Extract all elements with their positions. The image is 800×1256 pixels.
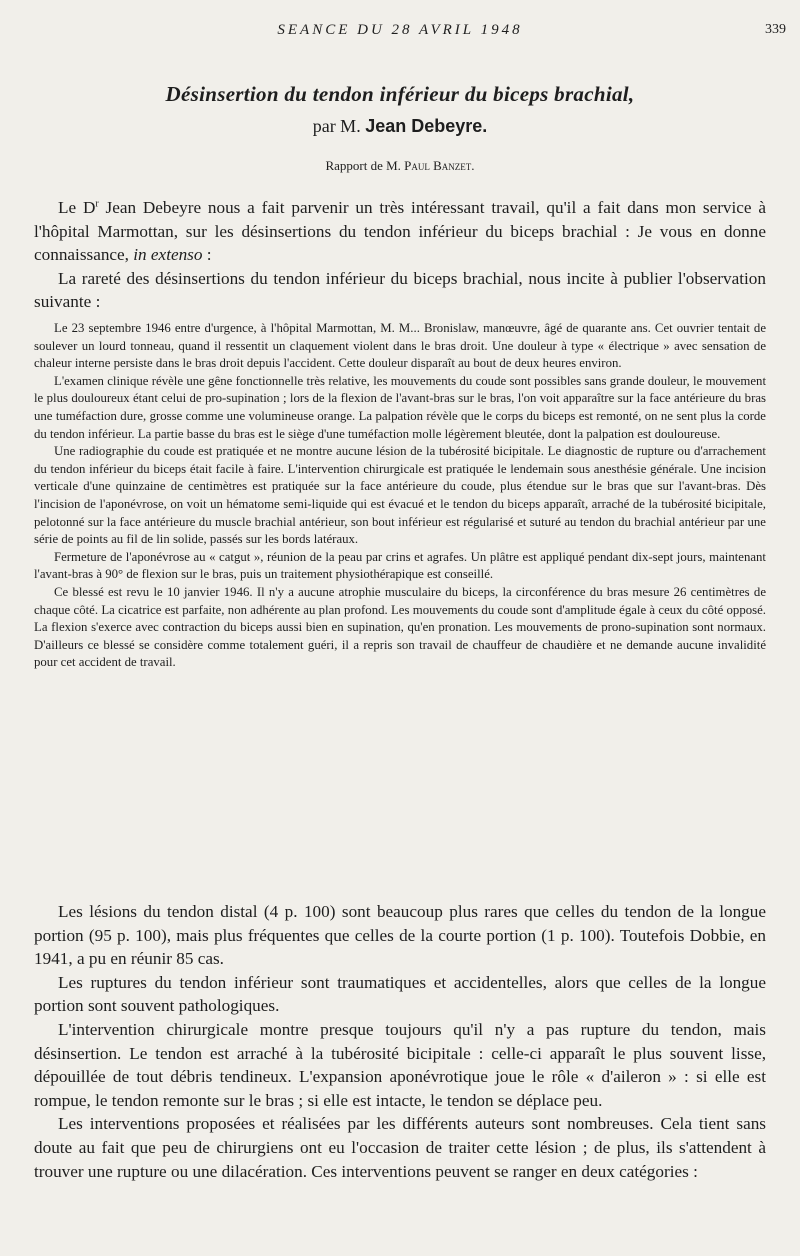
case-paragraph: L'examen clinique révèle une gêne fonctionnelle très relative, les mouvements du coude sont possibles sans grande douleur, le mouvement le plus douloureux étant celui de pro-supination ; lors de la flexion de l'avant-bras sur le bras, l'on voit apparaître sur la face antérieure du bras une tuméfaction dure, grosse comme une volumineuse orange. La palpation révèle que le corps du biceps est remonté, on ne sent plus la corde du tendon inférieur. La partie basse du bras est le siège d'une tuméfaction molle légèrement bleutée, dont la palpation est douloureuse. [34, 373, 766, 441]
running-title: SEANCE DU 28 AVRIL 1948 [277, 22, 523, 38]
article-title: Désinsertion du tendon inférieur du biceps brachial, [165, 82, 635, 106]
running-head [0, 22, 800, 46]
discussion-paragraph: L'intervention chirurgicale montre presque toujours qu'il n'y a pas rupture du tendon, mais désinsertion. Le tendon est arraché à la tubérosité bicipitale : celle-ci apparaît le plus souvent lisse, dépouillée de tout débris tendineux. L'expansion aponévrotique joue le rôle « d'aileron » : si elle est rompue, le tendon remonte sur le bras ; si elle est intacte, le tendon se déplace peu. [34, 1019, 766, 1110]
author-prefix: par M. [312, 116, 361, 136]
intro-italic: in extenso [133, 245, 203, 265]
case-paragraph: Fermeture de l'aponévrose au « catgut », réunion de la peau par crins et agrafes. Un plâtre est appliqué pendant dix-sept jours, maintenant l'avant-bras à 90° de flexion sur le bras, puis un traitement physiothérapique est conseillé. [34, 549, 766, 582]
discussion-paragraph: Les interventions proposées et réalisées par les différents auteurs sont nombreuses. Cela tient sans doute au fait que peu de chirurgiens ont eu l'occasion de traiter cette lésion ; de plus, ils s'attendent à trouver une rupture ou une dilacération. Ces interventions peuvent se ranger en deux catégories : [34, 1114, 766, 1181]
intro-paragraph [34, 196, 766, 267]
author-name: Jean Debeyre. [365, 116, 488, 136]
case-paragraph: Ce blessé est revu le 10 janvier 1946. Il n'y a aucune atrophie musculaire du biceps, la circonférence du bras mesure 26 centimètres de chaque côté. La cicatrice est parfaite, non adhérente au plan profond. Les mouvements du coude sont d'amplitude égale à ceux du côté opposé. La flexion s'exerce avec contraction du biceps aussi bien en supination, qu'en pronation. Les mouvements de prono-supination sont normaux. D'ailleurs ce blessé se considère comme totalement guéri, il a repris son travail de chauffeur de chaudière et ne demande aucune invalidité pour cet accident de travail. [34, 584, 766, 670]
case-paragraph: Le 23 septembre 1946 entre d'urgence, à l'hôpital Marmottan, M. M... Bronislaw, manœuvre, âgé de quarante ans. Cet ouvrier tentait de soulever un lourd tonneau, quand il ressentit un claquement violent dans le bras droit. Une douleur à type « électrique » avec sensation de chaleur interne persiste dans le bras droit depuis l'accident. Cette douleur disparaît au bout de deux heures environ. [34, 321, 766, 371]
intro-text-start: Le D [58, 198, 96, 217]
page-number: 339 [765, 22, 786, 37]
case-report-section [34, 320, 766, 672]
report-author: Paul Banzet. [404, 158, 475, 173]
discussion-paragraph: Les lésions du tendon distal (4 p. 100) sont beaucoup plus rares que celles du tendon de la longue portion (95 p. 100), mais plus fréquentes que celles de la courte portion (1 p. 100). Toutefois Dobbie, en 1941, a pu en réunir 85 cas. [34, 902, 766, 969]
discussion-paragraph: Les ruptures du tendon inférieur sont traumatiques et accidentelles, alors que celles de la longue portion sont souvent pathologiques. [34, 972, 766, 1016]
intro-paragraph: La rareté des désinsertions du tendon inférieur du biceps brachial, nous incite à publier l'observation suivante : [34, 268, 766, 312]
intro-section [34, 196, 766, 314]
intro-text-end: : [202, 245, 212, 265]
doctor-superscript: r [95, 198, 99, 210]
intro-text-main: Jean Debeyre nous a fait parvenir un très intéressant travail, qu'il a fait dans mon service à l'hôpital Marmottan, sur les désinsertions du tendon inférieur du biceps brachial : Je vous en donne connaissance, [34, 198, 766, 265]
author-line [0, 116, 800, 137]
discussion-section [34, 900, 766, 1183]
case-paragraph: Une radiographie du coude est pratiquée et ne montre aucune lésion de la tubérosité bicipitale. Le diagnostic de rupture ou d'arrachement du tendon inférieur du biceps était facile à faire. L'intervention chirurgicale est pratiquée le lendemain sous anesthésie générale. Une incision verticale d'une quinzaine de centimètres est pratiquée sur la face antérieure du coude, plus étendue sur le bras que sur l'avant-bras. Dès l'incision de l'aponévrose, on voit un hématome semi-liquide qui est évacué et le tendon du biceps apparaît, arraché de la tubérosité bicipitale, pelotonné sur la face antérieure du muscle brachial antérieur, son bout inférieur est régularisé et suturé au tendon du brachial antérieur par une série de points au fil de lin solide, passés sur les bords latéraux. [34, 444, 766, 547]
report-prefix: Rapport de M. [325, 158, 401, 173]
report-line [0, 158, 800, 174]
